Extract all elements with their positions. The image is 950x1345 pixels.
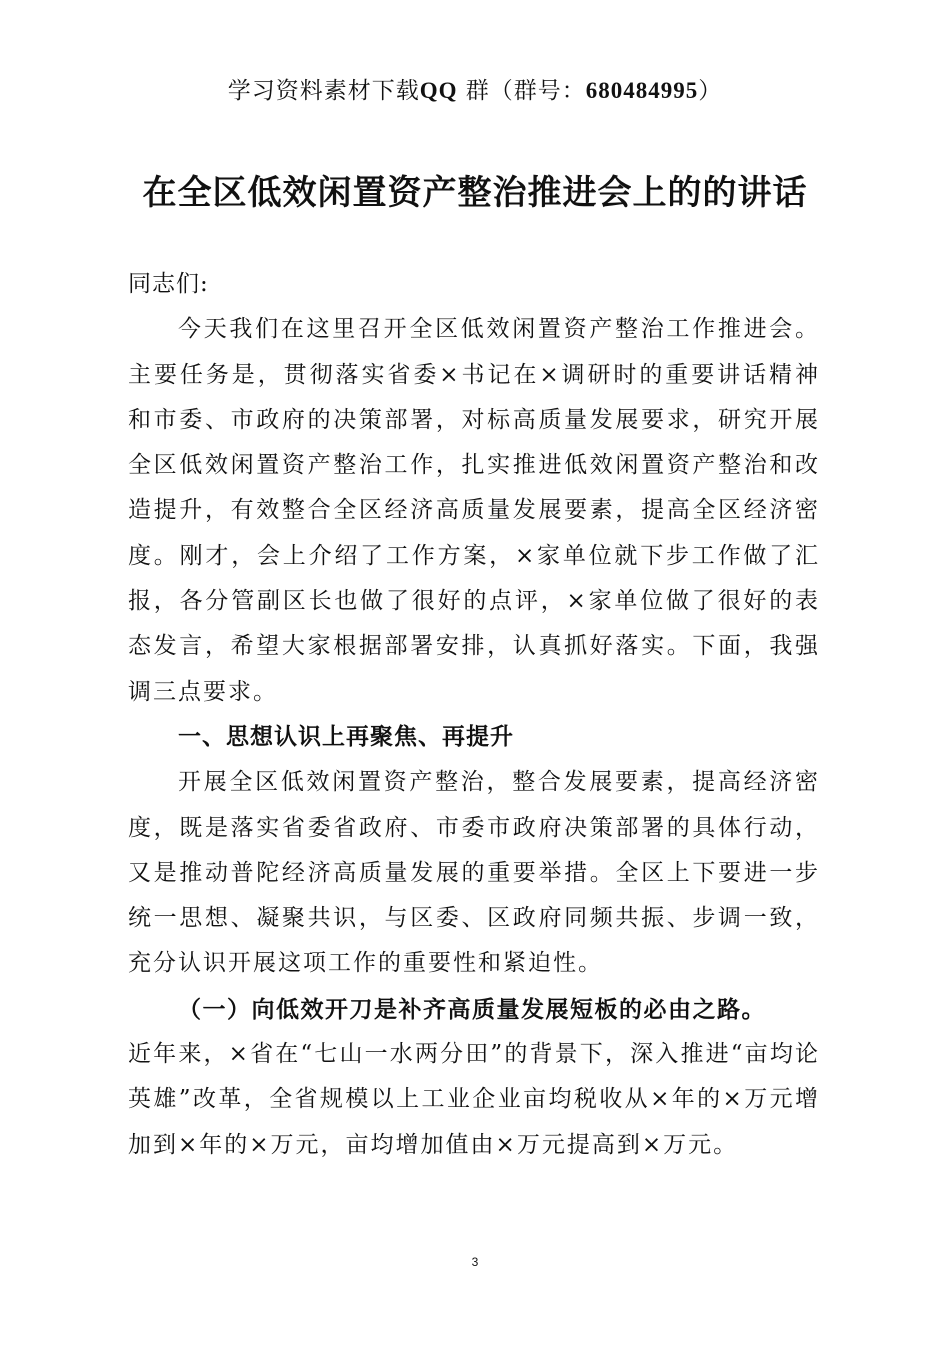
page-header [0, 74, 950, 108]
header-group-label: 群（群号： [457, 78, 586, 104]
intro-paragraph: 今天我们在这里召开全区低效闲置资产整治工作推进会。主要任务是，贯彻落实省委×书记在×调研时的重要讲话精神和市委、市政府的决策部署，对标高质量发展要求，研究开展全区低效闲置资产整治工作，扎实推进低效闲置资产整治和改造提升，有效整合全区经济高质量发展要素，提高全区经济密度。刚才，会上介绍了工作方案，×家单位就下步工作做了汇报，各分管副区长也做了很好的点评，×家单位做了很好的表态发言，希望大家根据部署安排，认真抓好落实。下面，我强调三点要求。 [128, 316, 820, 705]
section-heading-1: 一、思想认识上再聚焦、再提升 [178, 723, 514, 750]
header-group-number: 680484995 [585, 78, 699, 103]
document-body [128, 262, 820, 1168]
section-1-paragraph: 开展全区低效闲置资产整治，整合发展要素，提高经济密度，既是落实省委省政府、市委市政府决策部署的具体行动，又是推动普陀经济高质量发展的重要举措。全区上下要进一步统一思想、凝聚共识，与区委、区政府同频共振、步调一致，充分认识开展这项工作的重要性和紧迫性。 [128, 769, 820, 977]
header-prefix: 学习资料素材下载 [227, 78, 420, 104]
document-title: 在全区低效闲置资产整治推进会上的的讲话 [142, 173, 808, 213]
subsection-heading-1: （一）向低效开刀是补齐高质量发展短板的必由之路。 [178, 995, 766, 1023]
salutation: 同志们: [128, 271, 209, 297]
header-qq: QQ [419, 78, 458, 103]
subsection-1-paragraph: 近年来，×省在“七山一水两分田”的背景下，深入推进“亩均论英雄”改革，全省规模以上工业企业亩均税收从×年的×万元增加到×年的×万元，亩均增加值由×万元提高到×万元。 [128, 1041, 820, 1158]
page-number: 3 [471, 1255, 479, 1269]
header-suffix: ） [698, 78, 723, 104]
